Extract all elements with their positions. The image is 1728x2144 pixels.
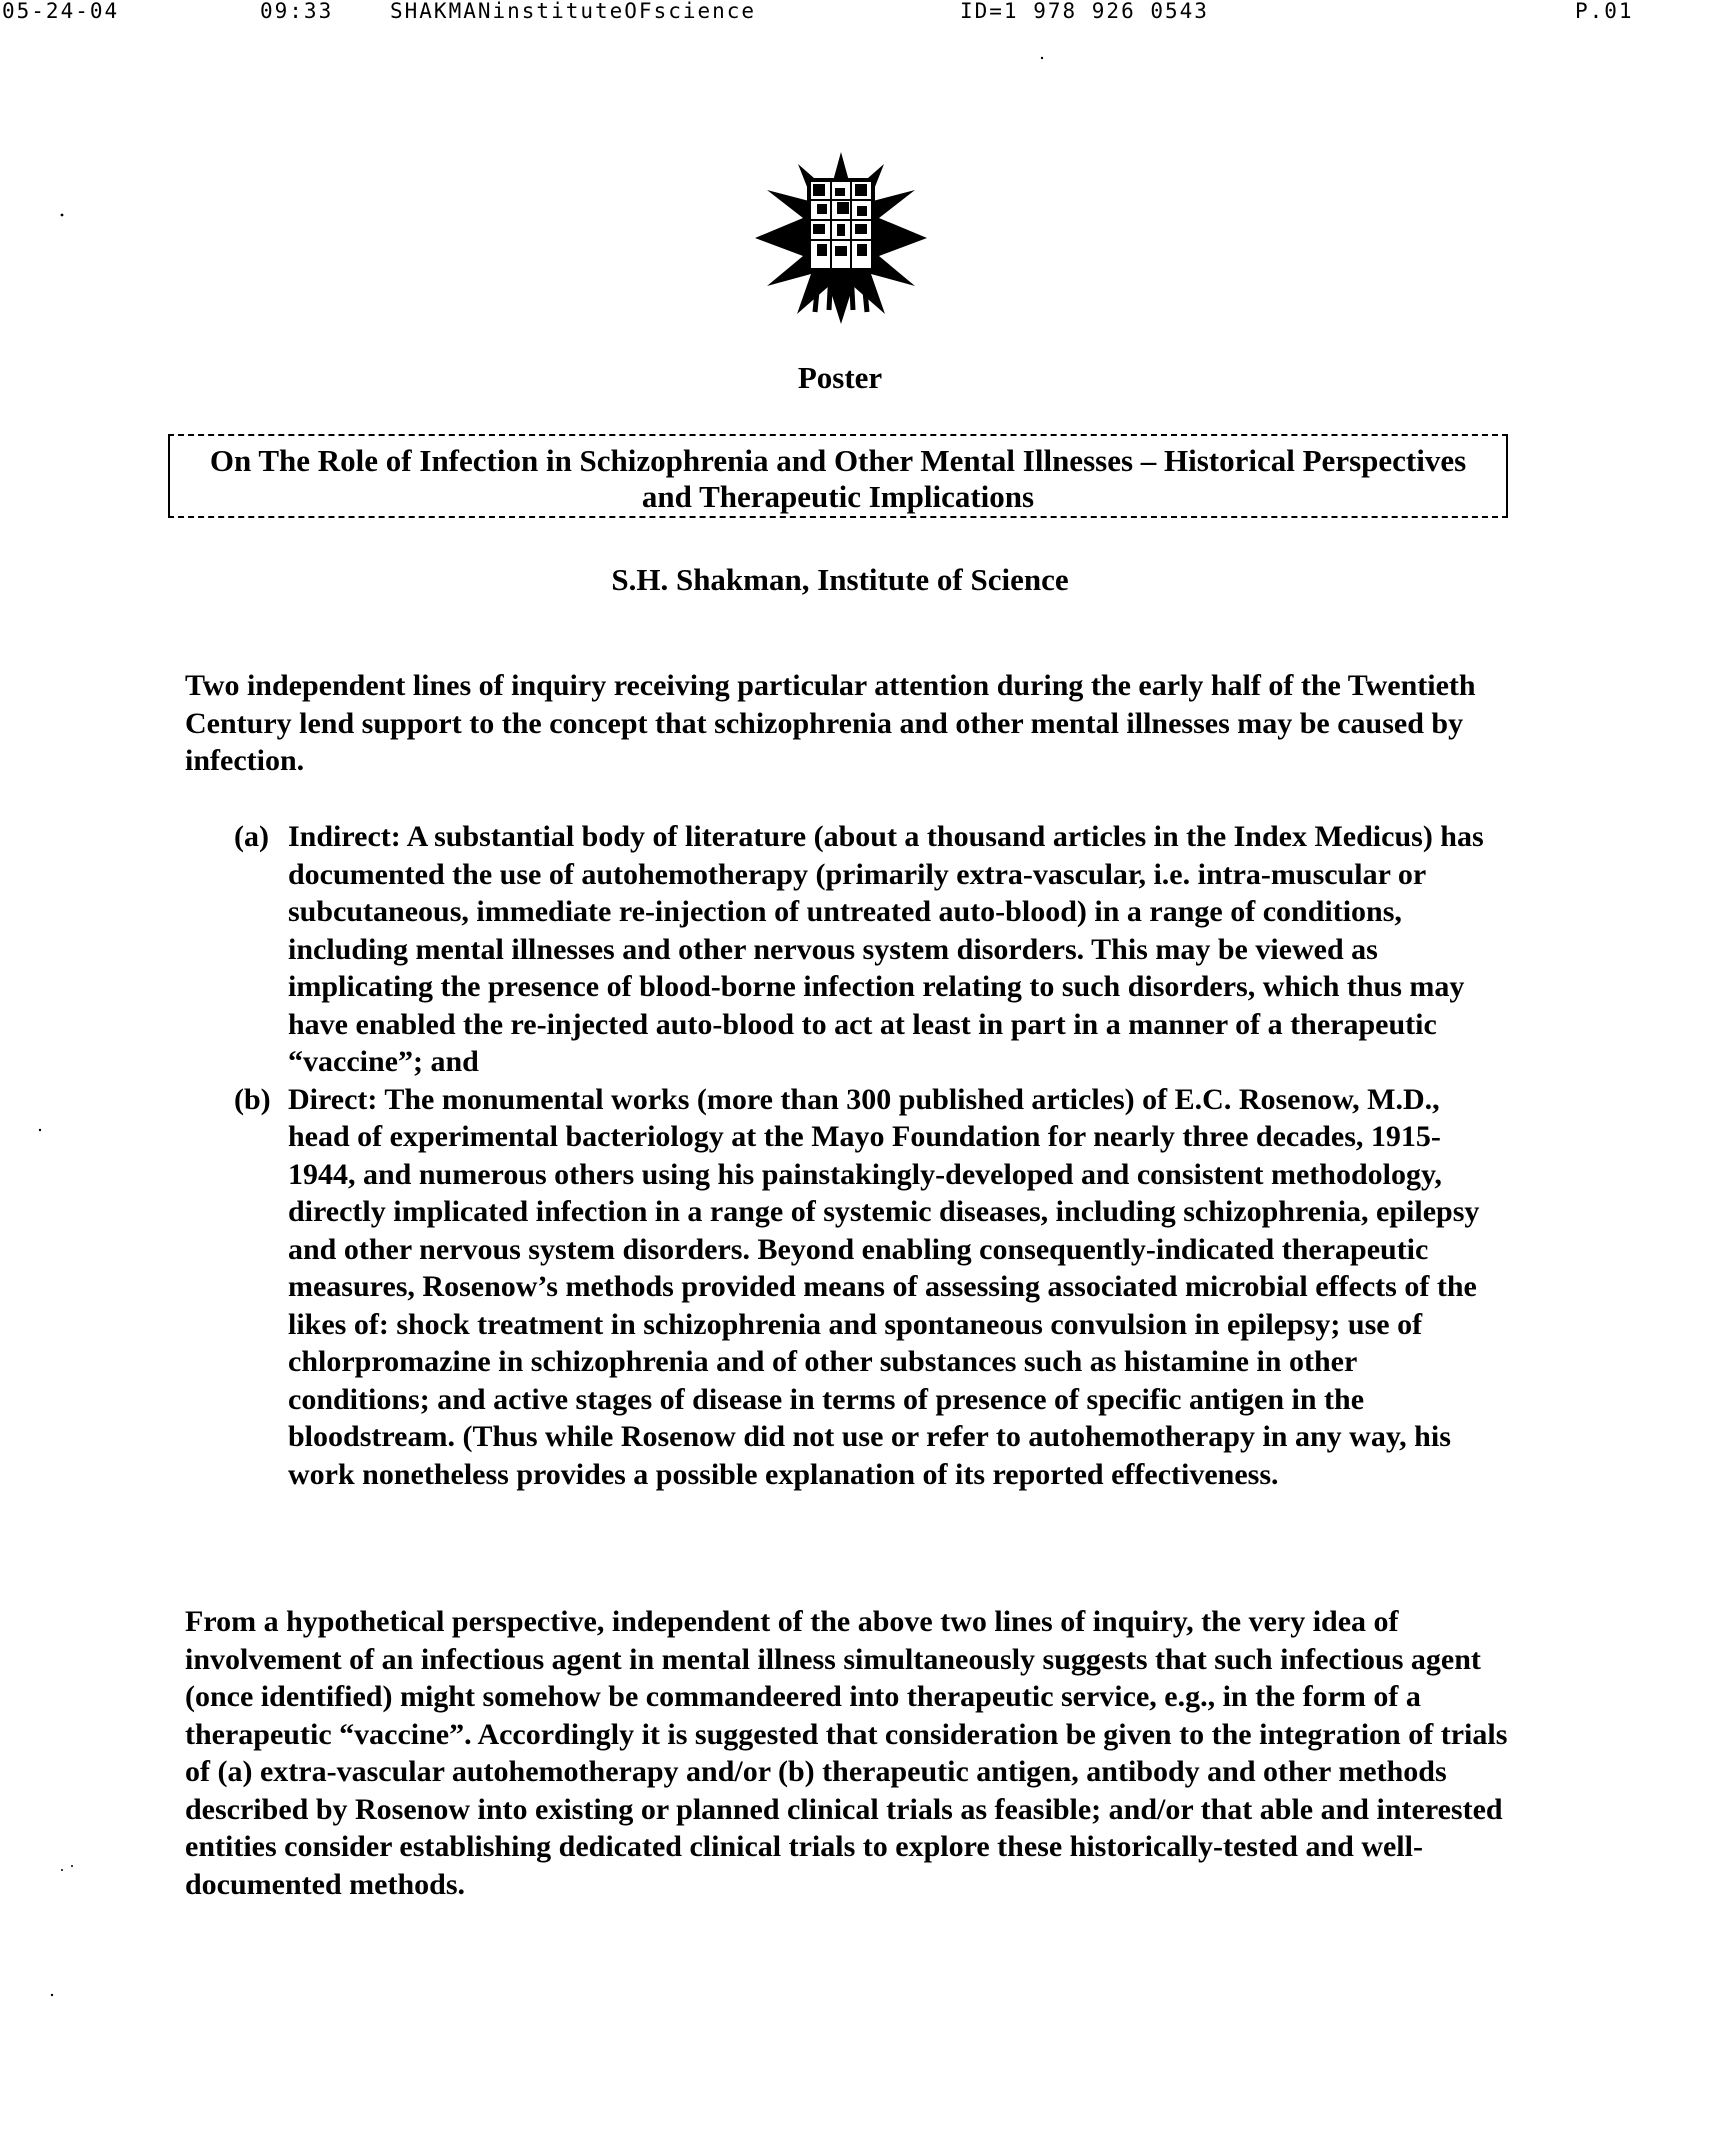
fax-header xyxy=(0,0,1728,24)
list-item-text: Direct: The monumental works (more than 300 published articles) of E.C. Rosenow, M.D., head of experimental bacteriology at the Mayo Foundation for nearly three decades, 1915-1944, and numerous others using his painstakingly-developed and consistent methodology, directly implicated infection in a range of systemic diseases, including schizophrenia, epilepsy and other nervous system disorders. Beyond enabling consequently-indicated therapeutic measures, Rosenow’s methods provided means of assessing associated microbial effects of the likes of: shock treatment in schizophrenia and spontaneous convulsion in epilepsy; use of chlorpromazine in schizophrenia and of other substances such as histamine in other conditions; and active stages of disease in terms of presence of specific antigen in the bloodstream. (Thus while Rosenow did not use or refer to autohemotherapy in any way, his work nonetheless provides a possible explanation of its reported effectiveness. xyxy=(288,1082,1480,1491)
list-item-label: (a) xyxy=(234,820,269,853)
author-line: S.H. Shakman, Institute of Science xyxy=(611,562,1069,597)
starburst-emblem-icon xyxy=(755,152,927,324)
fax-time: 09:33 xyxy=(260,0,334,23)
fax-sender: SHAKMANinstituteOFscience xyxy=(390,0,757,23)
list-item xyxy=(0,818,1728,1081)
closing-paragraph: From a hypothetical perspective, independent of the above two lines of inquiry, the very idea of involvement of an infectious agent in mental illness simultaneously suggests that such infectious agent (once identified) might somehow be commandeered into therapeutic service, e.g., in the form of a therapeutic “vaccine”. Accordingly it is suggested that consideration be given to the integration of trials of (a) extra-vascular autohemotherapy and/or (b) therapeutic antigen, antibody and other methods described by Rosenow into existing or planned clinical trials as feasible; and/or that able and interested entities consider establishing dedicated clinical trials to explore these historically-tested and well-documented methods. xyxy=(185,1605,1508,1901)
intro-paragraph: Two independent lines of inquiry receiving particular attention during the early half of the Twentieth Century lend support to the concept that schizophrenia and other mental illnesses may be caused by infection. xyxy=(185,669,1476,777)
list-item-text: Indirect: A substantial body of literature (about a thousand articles in the Index Medicus) has documented the use of autohemotherapy (primarily extra-vascular, i.e. intra-muscular or subcutaneous, immediate re-injection of untreated auto-blood) in a range of conditions, including mental illnesses and other nervous system disorders. This may be viewed as implicating the presence of blood-borne infection relating to such disorders, which thus may have enabled the re-injected auto-blood to act at least in part in a manner of a therapeutic “vaccine”; and xyxy=(288,820,1484,1078)
list-item xyxy=(0,1081,1728,1494)
fax-page-number: P.01 xyxy=(1575,0,1634,23)
poster-title: On The Role of Infection in Schizophrenia and Other Mental Illnesses – Historical Perspectives and Therapeutic Implications xyxy=(209,443,1467,514)
inquiry-list xyxy=(0,818,1728,1493)
fax-date: 05-24-04 xyxy=(2,0,120,23)
fax-id: ID=1 978 926 0543 xyxy=(960,0,1209,23)
poster-label: Poster xyxy=(797,360,883,395)
list-item-label: (b) xyxy=(234,1082,271,1116)
